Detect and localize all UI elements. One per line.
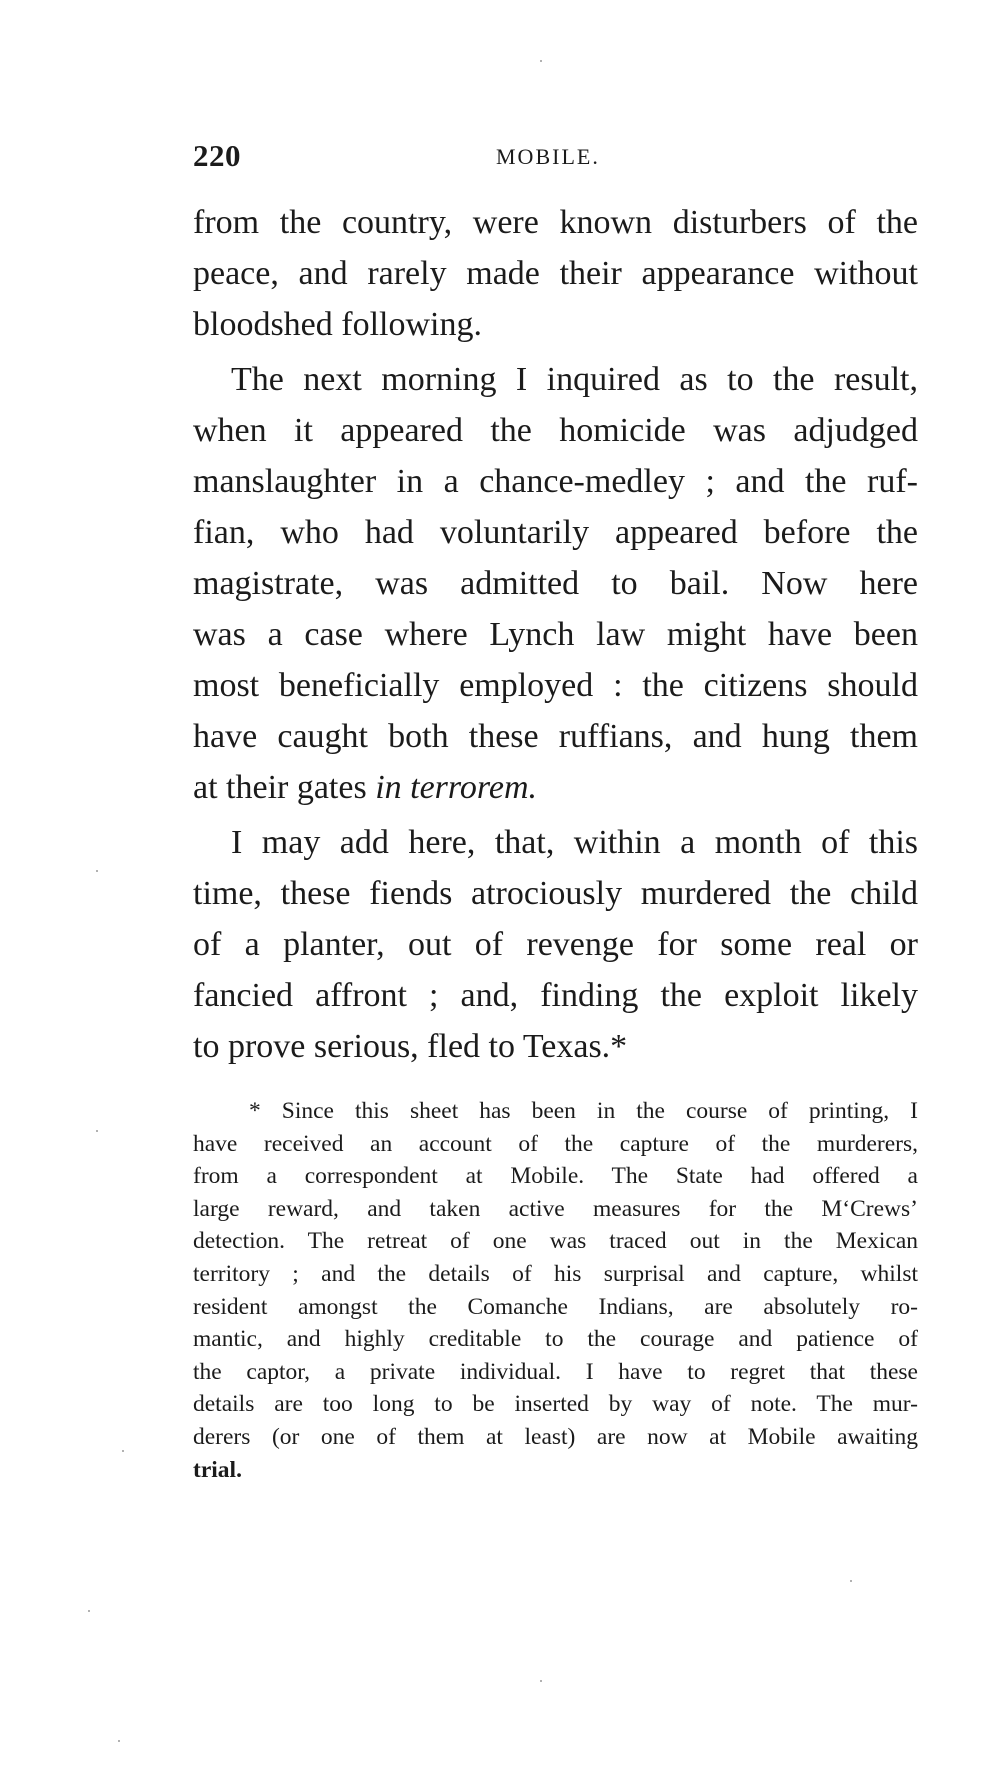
footnote-line: large reward, and taken active measures for the M‘Crews’	[193, 1195, 918, 1222]
paper-speck	[122, 1450, 124, 1452]
text-line: fian, who had voluntarily appeared before the	[193, 514, 918, 551]
text-line: have caught both these ruffians, and hung them	[193, 718, 918, 755]
footnote-line: details are too long to be inserted by way of note. The mur-	[193, 1391, 918, 1418]
text-line: bloodshed following.	[193, 306, 482, 343]
footnote-line: resident amongst the Comanche Indians, are absolutely ro-	[193, 1293, 918, 1320]
footnote-line: have received an account of the capture of the murderers,	[193, 1130, 918, 1157]
page-number: 220	[193, 138, 241, 173]
text-line	[193, 762, 918, 813]
footnote-line: * Since this sheet has been in the course of printing, I	[249, 1098, 918, 1124]
page-header	[193, 138, 918, 178]
text-line: The next morning I inquired as to the result,	[231, 361, 918, 398]
paper-speck	[850, 1580, 852, 1582]
paper-speck	[88, 1610, 90, 1612]
text-line: magistrate, was admitted to bail. Now here	[193, 565, 918, 602]
running-head: MOBILE.	[496, 144, 600, 169]
text-line: most beneficially employed : the citizens should	[193, 667, 918, 704]
text-run: at their gates	[193, 769, 376, 806]
footnote-line: from a correspondent at Mobile. The State had offered a	[193, 1163, 918, 1190]
text-line: time, these fiends atrociously murdered the child	[193, 875, 918, 912]
footnote	[193, 1095, 918, 1486]
paper-speck	[540, 60, 542, 62]
body-text	[193, 197, 918, 1072]
footnote-line: trial.	[193, 1456, 242, 1483]
text-line: from the country, were known disturbers of the	[193, 204, 918, 241]
paper-speck	[540, 1680, 542, 1682]
italic-phrase: in terrorem.	[375, 769, 538, 806]
paper-speck	[96, 870, 98, 872]
footnote-line: territory ; and the details of his surprisal and capture, whilst	[193, 1260, 918, 1287]
footnote-line: mantic, and highly creditable to the courage and patience of	[193, 1326, 918, 1353]
footnote-line: detection. The retreat of one was traced out in the Mexican	[193, 1228, 918, 1255]
text-line: of a planter, out of revenge for some real or	[193, 926, 918, 963]
text-line: when it appeared the homicide was adjudged	[193, 412, 918, 449]
text-line: manslaughter in a chance-medley ; and the ruf-	[193, 463, 918, 500]
footnote-line: the captor, a private individual. I have to regret that these	[193, 1358, 918, 1385]
paper-speck	[96, 1130, 98, 1132]
footnote-line: derers (or one of them at least) are now at Mobile awaiting	[193, 1423, 918, 1450]
paper-speck	[118, 1740, 120, 1742]
text-line: peace, and rarely made their appearance without	[193, 255, 918, 292]
text-line: was a case where Lynch law might have been	[193, 616, 918, 653]
text-line: I may add here, that, within a month of this	[231, 824, 918, 861]
text-line: fancied affront ; and, finding the exploit likely	[193, 977, 918, 1014]
text-line: to prove serious, fled to Texas.*	[193, 1028, 628, 1065]
